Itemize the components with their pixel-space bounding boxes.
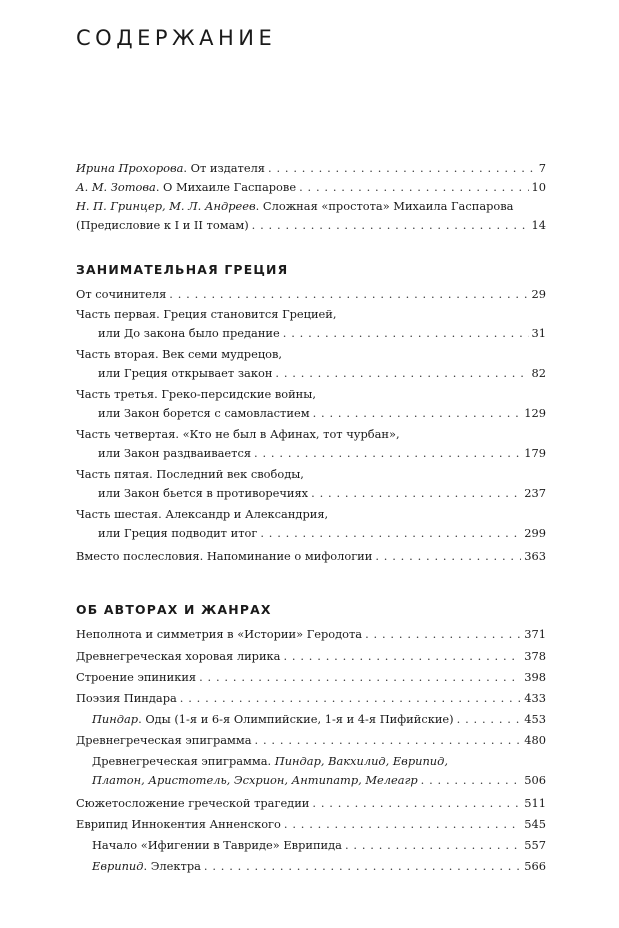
entry-title: . От издателя [183,161,265,175]
toc-entry-publisher[interactable] [76,159,546,178]
entry-title: . О Михаиле Гаспарове [155,180,297,194]
entry-title: Сюжетосложение греческой трагедии [76,796,310,810]
toc-entry[interactable] [76,647,546,666]
entry-authors: Пиндар, Вакхилид, Еврипид, [274,754,448,768]
leader-dots [268,159,536,178]
section-heading-authors: ОБ АВТОРАХ И ЖАНРАХ [76,602,272,617]
toc-entry[interactable] [76,815,546,834]
leader-dots [421,771,522,790]
entry-title: Древнегреческая эпиграмма [76,733,252,747]
entry-title: Часть шестая. Александр и Александрия, [76,507,329,521]
entry-subtitle: или До закона было предание [98,326,280,340]
page-number: 237 [524,486,546,500]
leader-dots [204,857,521,876]
page-number: 480 [524,733,546,747]
leader-dots [252,216,529,235]
entry-title: Часть пятая. Последний век свободы, [76,467,304,481]
leader-dots [180,689,521,708]
toc-entry-indented[interactable] [92,710,546,729]
entry-title: . Оды (1-я и 6-я Олимпийские, 1-я и 4-я Пифийские) [138,712,454,726]
entry-author: А. М. Зотова [76,180,156,194]
page-number: 10 [531,180,546,194]
toc-entry[interactable] [76,668,546,687]
page-number: 545 [524,817,546,831]
entry-title: От сочинителя [76,287,167,301]
page-number: 511 [524,796,546,810]
entry-subtitle: или Греция подводит итог [98,526,258,540]
page-number: 433 [524,691,546,705]
section-heading-greece: ЗАНИМАТЕЛЬНАЯ ГРЕЦИЯ [76,262,289,277]
leader-dots [283,647,521,666]
page-number: 378 [524,649,546,663]
toc-entry-indented[interactable] [92,836,546,855]
leader-dots [365,625,521,644]
toc-entry[interactable] [76,625,546,644]
toc-entry[interactable] [76,385,546,423]
toc-entry[interactable] [76,345,546,383]
page-number: 129 [524,406,546,420]
entry-author: Еврипид [92,859,144,873]
entry-title: Часть четвертая. «Кто не был в Афинах, тот чурбан», [76,427,400,441]
entry-title: Древнегреческая хоровая лирика [76,649,281,663]
entry-title: Часть вторая. Век семи мудрецов, [76,347,283,361]
page-number: 299 [524,526,546,540]
leader-dots [255,731,522,750]
toc-entry-indented[interactable] [92,752,546,790]
entry-title: . Электра [143,859,201,873]
entry-subtitle: или Закон борется с самовластием [98,406,310,420]
leader-dots [375,547,521,566]
leader-dots [169,285,528,304]
page-number: 29 [531,287,546,301]
entry-title: Часть третья. Греко-персидские войны, [76,387,316,401]
entry-title: Поэзия Пиндара [76,691,177,705]
entry-subtitle: или Закон бьется в противоречиях [98,486,309,500]
leader-dots [275,364,528,383]
page-number: 566 [524,859,546,873]
page-title: СОДЕРЖАНИЕ [76,26,277,50]
page-number: 179 [524,446,546,460]
entry-title: . Сложная «простота» Михаила Гаспарова [255,199,514,213]
page-number: 31 [531,326,546,340]
toc-entry[interactable] [76,731,546,750]
page-number: 7 [538,161,546,175]
entry-title: Неполнота и симметрия в «Истории» Геродота [76,627,363,641]
toc-entry[interactable] [76,425,546,463]
toc-entry-indented[interactable] [92,857,546,876]
entry-author: Н. П. Гринцер, М. Л. Андреев [76,199,256,213]
entry-subtitle: или Закон раздваивается [98,446,252,460]
entry-authors-cont: Платон, Аристотель, Эсхрион, Антипатр, Мелеагр [92,773,418,787]
leader-dots [254,444,521,463]
toc-entry[interactable] [76,305,546,343]
entry-title: Древнегреческая эпиграмма. [92,754,275,768]
leader-dots [299,178,528,197]
entry-title: Вместо послесловия. Напоминание о мифологии [76,549,373,563]
leader-dots [312,794,521,813]
leader-dots [313,404,522,423]
page-number: 557 [524,838,546,852]
leader-dots [284,815,521,834]
entry-title: Начало «Ифигении в Тавриде» Еврипида [92,838,342,852]
entry-author: Ирина Прохорова [76,161,184,175]
toc-entry[interactable] [76,505,546,543]
page-number: 398 [524,670,546,684]
entry-title: Строение эпиникия [76,670,197,684]
entry-title-cont: (Предисловие к I и II томам) [76,218,249,232]
page-number: 363 [524,549,546,563]
toc-entry[interactable] [76,547,546,566]
leader-dots [199,668,521,687]
toc-entry[interactable] [76,285,546,304]
toc-entry[interactable] [76,794,546,813]
leader-dots [457,710,522,729]
entry-title: Часть первая. Греция становится Грецией, [76,307,337,321]
page-number: 82 [531,366,546,380]
leader-dots [283,324,529,343]
leader-dots [311,484,521,503]
leader-dots [260,524,521,543]
entry-subtitle: или Греция открывает закон [98,366,273,380]
entry-title: Еврипид Иннокентия Анненского [76,817,281,831]
toc-entry-zotova[interactable] [76,178,546,197]
page-number: 506 [524,773,546,787]
page-number: 371 [524,627,546,641]
entry-author: Пиндар [92,712,139,726]
toc-entry-preface[interactable] [76,197,546,235]
page-number: 14 [531,218,546,232]
page-number: 453 [524,712,546,726]
toc-entry[interactable] [76,689,546,708]
toc-entry[interactable] [76,465,546,503]
leader-dots [345,836,521,855]
